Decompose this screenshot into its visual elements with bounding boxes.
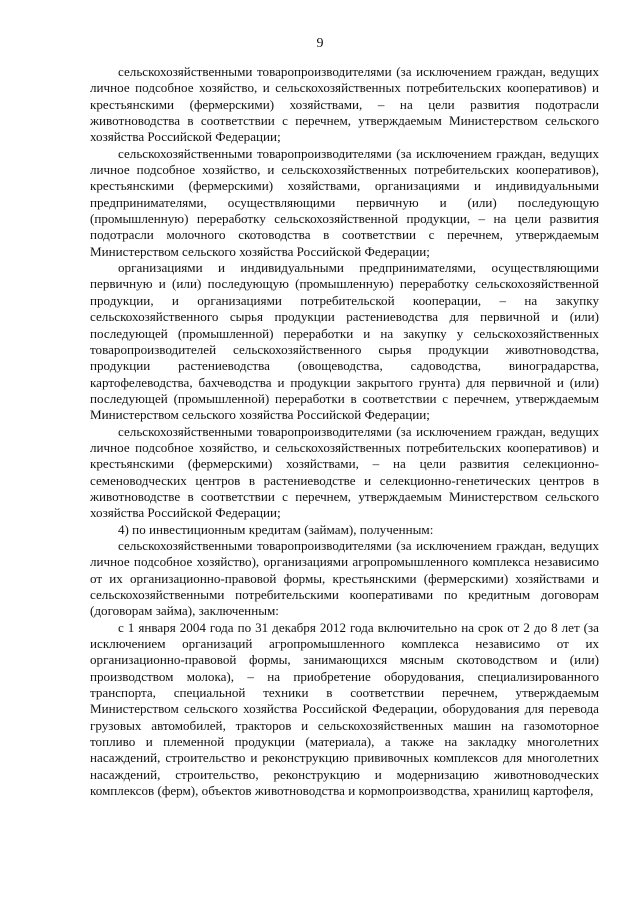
paragraph: сельскохозяйственными товаропроизводителями (за исключением граждан, ведущих личное подсобное хозяйство, и сельскохозяйственных потребительских кооперативов) и крестьянскими (фермерскими) хозяйствами, – на цели развития подотрасли животноводства в соответствии с перечнем, утверждаемым Министерством сельского хозяйства Российской Федерации; (90, 64, 599, 145)
paragraph: с 1 января 2004 года по 31 декабря 2012 года включительно на срок от 2 до 8 лет (за исключением организаций агропромышленного комплекса независимо от их организационно-правовой формы, занимающихся мясным скотоводством и (или) производством молока), – на приобретение оборудования, специализированного транспорта, специальной техники в соответствии перечнем, утверждаемым Министерством сельского хозяйства Российской Федерации, оборудования для перевода грузовых автомобилей, тракторов и сельскохозяйственных машин на газомоторное топливо и племенной продукции (материала), а также на закладку многолетних насаждений, строительство и реконструкцию прививочных комплексов для многолетних насаждений, строительство, реконструкцию и модернизацию животноводческих комплексов (ферм), объектов животноводства и кормопроизводства, хранилищ картофеля, (90, 619, 599, 799)
paragraph: сельскохозяйственными товаропроизводителями (за исключением граждан, ведущих личное подсобное хозяйство), организациями агропромышленного комплекса независимо от их организационно-правовой формы, крестьянскими (фермерскими) хозяйствами и сельскохозяйственными потребительскими кооперативами по кредитным договорам (договорам займа), заключенным: (90, 537, 599, 619)
paragraph: сельскохозяйственными товаропроизводителями (за исключением граждан, ведущих личное подсобное хозяйство, и сельскохозяйственных потребительских кооперативов) и крестьянскими (фермерскими) хозяйствами, – на цели развития селекционно-семеноводческих центров в растениеводстве и селекционно-генетических центров в животноводстве в соответствии с перечнем, утверждаемым Министерством сельского хозяйства Российской Федерации; (90, 423, 599, 521)
document-body (90, 64, 599, 799)
paragraph: 4) по инвестиционным кредитам (займам), полученным: (118, 521, 434, 537)
page-number: 9 (316, 36, 324, 51)
paragraph: сельскохозяйственными товаропроизводителями (за исключением граждан, ведущих личное подсобное хозяйство, и сельскохозяйственных потребительских кооперативов), крестьянскими (фермерскими) хозяйствами, организациями и индивидуальными предпринимателями, осуществляющими первичную и (или) последующую (промышленную) переработку сельскохозяйственной продукции, – на цели развития подотрасли молочного скотоводства в соответствии с перечнем, утверждаемым Министерством сельского хозяйства Российской Федерации; (90, 145, 599, 259)
paragraph: организациями и индивидуальными предпринимателями, осуществляющими первичную и (или) последующую (промышленную) переработку сельскохозяйственной продукции, и организациями потребительской кооперации, – на закупку сельскохозяйственного сырья продукции растениеводства для первичной и (или) последующей (промышленной) переработки и на закупку у сельскохозяйственных товаропроизводителей сельскохозяйственного сырья продукции животноводства, продукции растениеводства (овощеводства, садоводства, виноградарства, картофелеводства, бахчеводства и продукции закрытого грунта) для первичной и (или) последующей (промышленной) переработки в соответствии с перечнем, утверждаемым Министерством сельского хозяйства Российской Федерации; (90, 260, 599, 423)
